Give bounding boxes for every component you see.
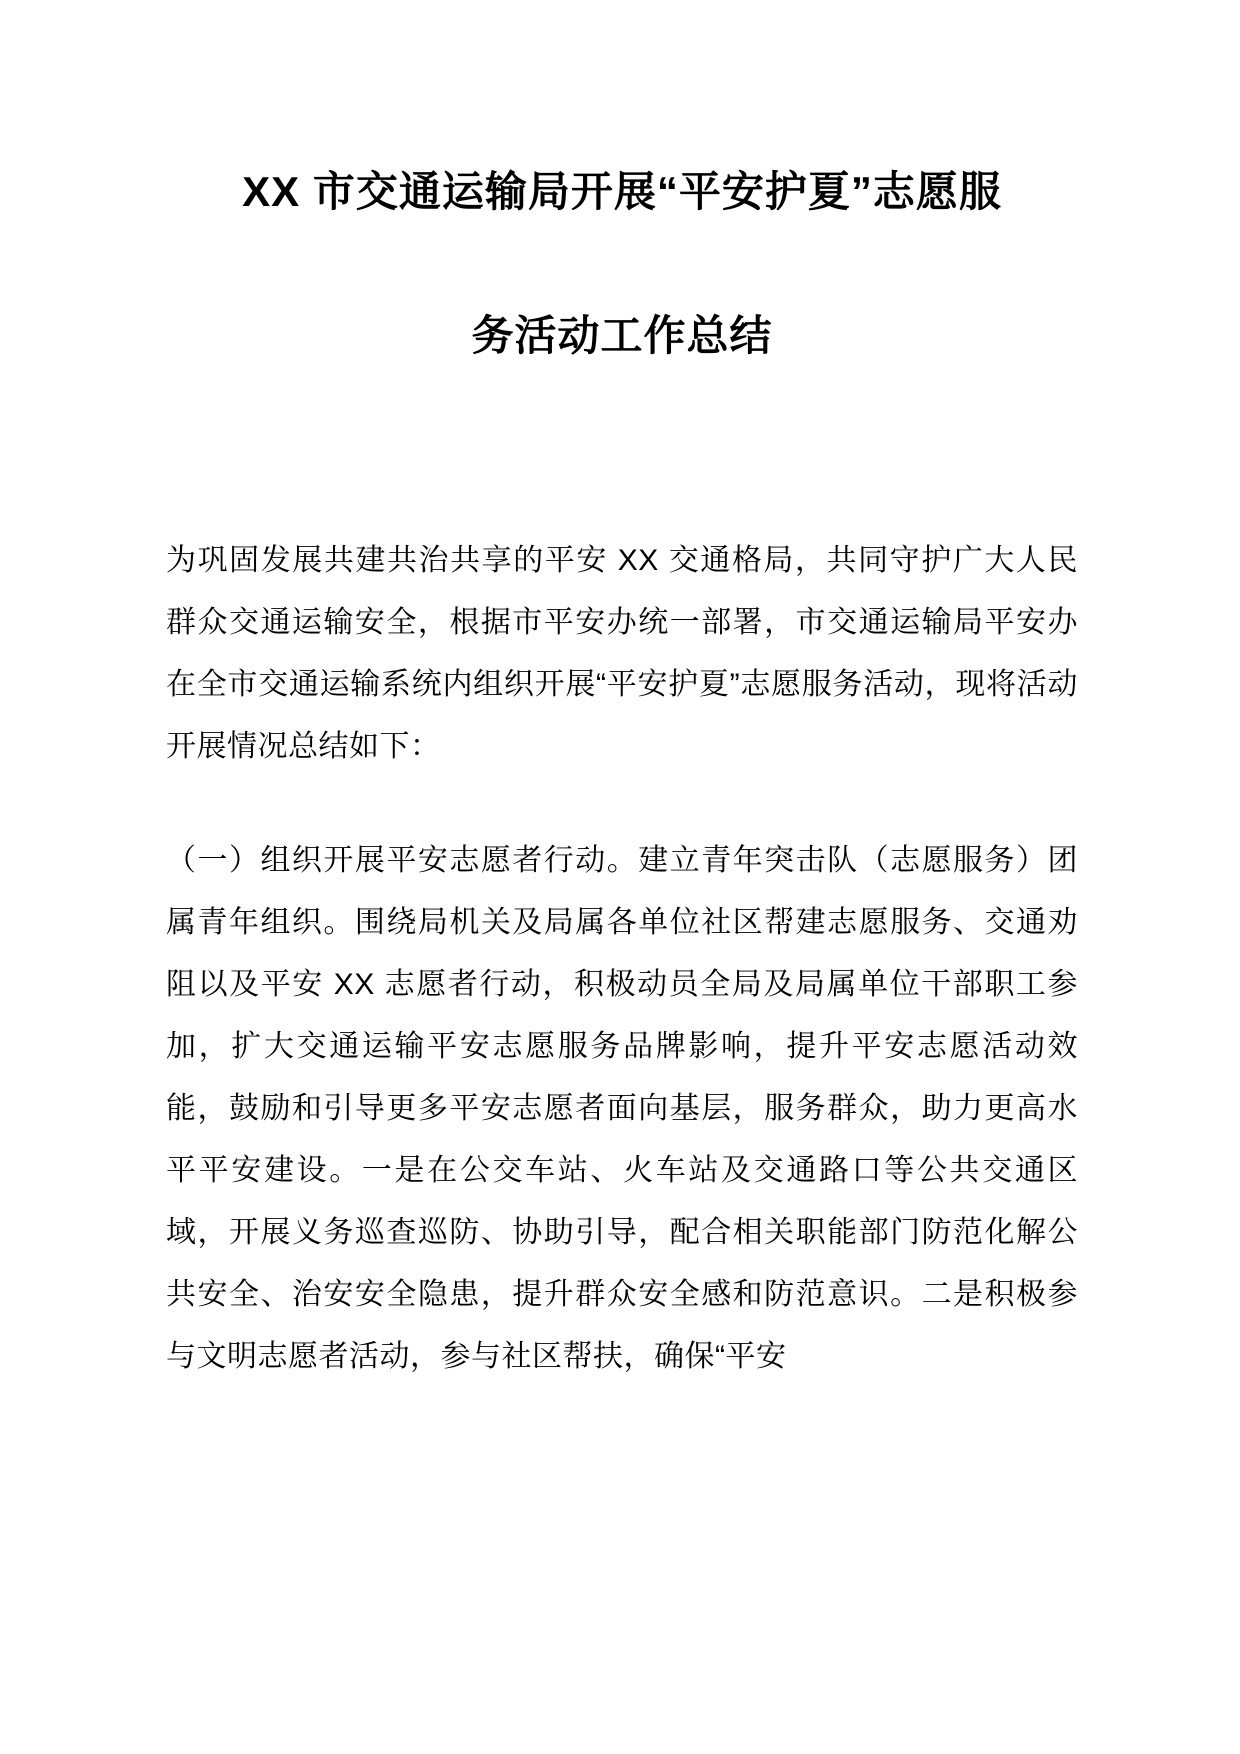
document-title-line-1: XX 市交通运输局开展“平安护夏”志愿服 [242,168,1002,215]
document-title [166,168,1078,360]
paragraph-section-one: （一）组织开展平安志愿者行动。建立青年突击队（志愿服务）团属青年组织。围绕局机关及局属各单位社区帮建志愿服务、交通劝阻以及平安 XX 志愿者行动，积极动员全局及局属单位干部职工参加，扩大交通运输平安志愿服务品牌影响，提升平安志愿活动效能，鼓励和引导更多平安志愿者面向基层，服务群众，助力更高水平平安建设。一是在公交车站、火车站及交通路口等公共交通区域，开展义务巡查巡防、协助引导，配合相关职能部门防范化解公共安全、治安安全隐患，提升群众安全感和防范意识。二是积极参与文明志愿者活动，参与社区帮扶，确保“平安 [166,844,1078,1373]
document-title-line-2: 务活动工作总结 [471,312,773,359]
document-body [166,530,1078,1388]
paragraph-intro: 为巩固发展共建共治共享的平安 XX 交通格局，共同守护广大人民群众交通运输安全，根据市平安办统一部署，市交通运输局平安办在全市交通运输系统内组织开展“平安护夏”志愿服务活动，现将活动开展情况总结如下： [166,544,1078,763]
